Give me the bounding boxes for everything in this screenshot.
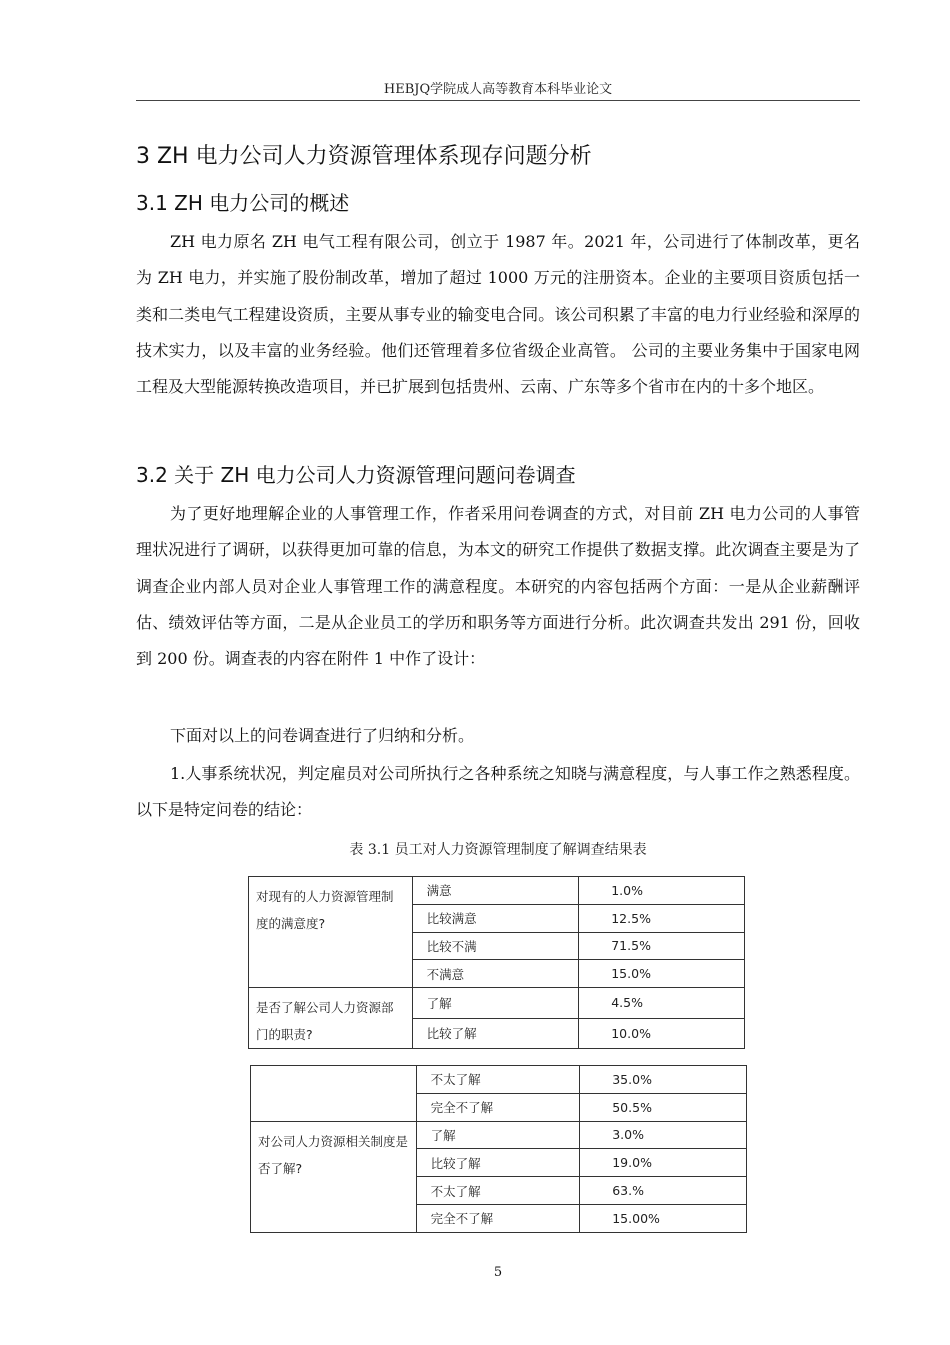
value-cell: 50.5% xyxy=(580,1093,747,1121)
page-header: HEBJQ学院成人高等教育本科毕业论文 xyxy=(383,82,613,97)
section-3-2-paragraph-1: 为了更好地理解企业的人事管理工作，作者采用问卷调查的方式，对目前 ZH 电力公司的人事管理状况进行了调研，以获得更加可靠的信息，为本文的研究工作提供了数据支撑。此次调查主要是为了调查企业内部人员对企业人事管理工作的满意程度。本研究的内容包括两个方面：一是从企业薪酬评估、绩效评估等方面，二是从企业员工的学历和职务等方面进行分析。此次调查共发出 291 份，回收到 200 份。调查表的内容在附件 1 中作了设计： xyxy=(136,504,860,669)
value-cell: 35.0% xyxy=(580,1066,747,1094)
value-cell: 4.5% xyxy=(579,988,745,1019)
section-3-2-paragraph-2: 下面对以上的问卷调查进行了归纳和分析。 xyxy=(170,726,475,745)
empty-question-cell xyxy=(251,1066,417,1122)
option-cell: 比较不满 xyxy=(412,932,579,960)
section-3-1-heading: 3.1 ZH 电力公司的概述 xyxy=(136,191,350,215)
section-3-1-paragraph: ZH 电力原名 ZH 电气工程有限公司，创立于 1987 年。2021 年，公司进行了体制改革，更名为 ZH 电力，并实施了股份制改革，增加了超过 1000 万元的注册资本。企业的主要项目资质包括一类和二类电气工程建设资质，主要从事专业的输变电合同。该公司积累了丰富的电力行业经验和深厚的技术实力，以及丰富的业务经验。他们还管理着多位省级企业高管。 公司的主要业务集中于国家电网工程及大型能源转换改造项目，并已扩展到包括贵州、云南、广东等多个省市在内的十多个地区。 xyxy=(136,232,860,397)
option-cell: 不太了解 xyxy=(416,1177,580,1205)
value-cell: 1.0% xyxy=(579,877,745,905)
option-cell: 比较满意 xyxy=(412,904,579,932)
section-3-2-heading: 3.2 关于 ZH 电力公司人力资源管理问题问卷调查 xyxy=(136,463,576,487)
question-cell: 对现有的人力资源管理制度的满意度? xyxy=(249,877,413,988)
option-cell: 了解 xyxy=(416,1121,580,1149)
option-cell: 比较了解 xyxy=(412,1018,579,1049)
option-cell: 不太了解 xyxy=(416,1066,580,1094)
option-cell: 完全不了解 xyxy=(416,1204,580,1232)
chapter-heading: 3 ZH 电力公司人力资源管理体系现存问题分析 xyxy=(136,144,592,169)
value-cell: 19.0% xyxy=(580,1149,747,1177)
table-row xyxy=(249,988,745,1019)
value-cell: 71.5% xyxy=(579,932,745,960)
option-cell: 了解 xyxy=(412,988,579,1019)
question-cell: 是否了解公司人力资源部门的职责? xyxy=(249,988,413,1049)
value-cell: 3.0% xyxy=(580,1121,747,1149)
value-cell: 15.00% xyxy=(580,1204,747,1232)
option-cell: 完全不了解 xyxy=(416,1093,580,1121)
value-cell: 15.0% xyxy=(579,960,745,988)
option-cell: 满意 xyxy=(412,877,579,905)
table-row xyxy=(251,1121,747,1149)
value-cell: 63.% xyxy=(580,1177,747,1205)
value-cell: 12.5% xyxy=(579,904,745,932)
survey-table-2 xyxy=(250,1065,747,1233)
survey-table-1 xyxy=(248,876,745,1049)
table-caption: 表 3.1 员工对人力资源管理制度了解调查结果表 xyxy=(349,842,647,858)
question-cell: 对公司人力资源相关制度是否了解? xyxy=(251,1121,417,1232)
option-cell: 比较了解 xyxy=(416,1149,580,1177)
value-cell: 10.0% xyxy=(579,1018,745,1049)
table-row xyxy=(249,877,745,905)
section-3-2-paragraph-3: 1.人事系统状况，判定雇员对公司所执行之各种系统之知晓与满意程度，与人事工作之熟悉程度。以下是特定问卷的结论： xyxy=(136,764,860,820)
page-number: 5 xyxy=(493,1265,503,1280)
table-row xyxy=(251,1066,747,1094)
header-divider xyxy=(136,100,860,101)
option-cell: 不满意 xyxy=(412,960,579,988)
